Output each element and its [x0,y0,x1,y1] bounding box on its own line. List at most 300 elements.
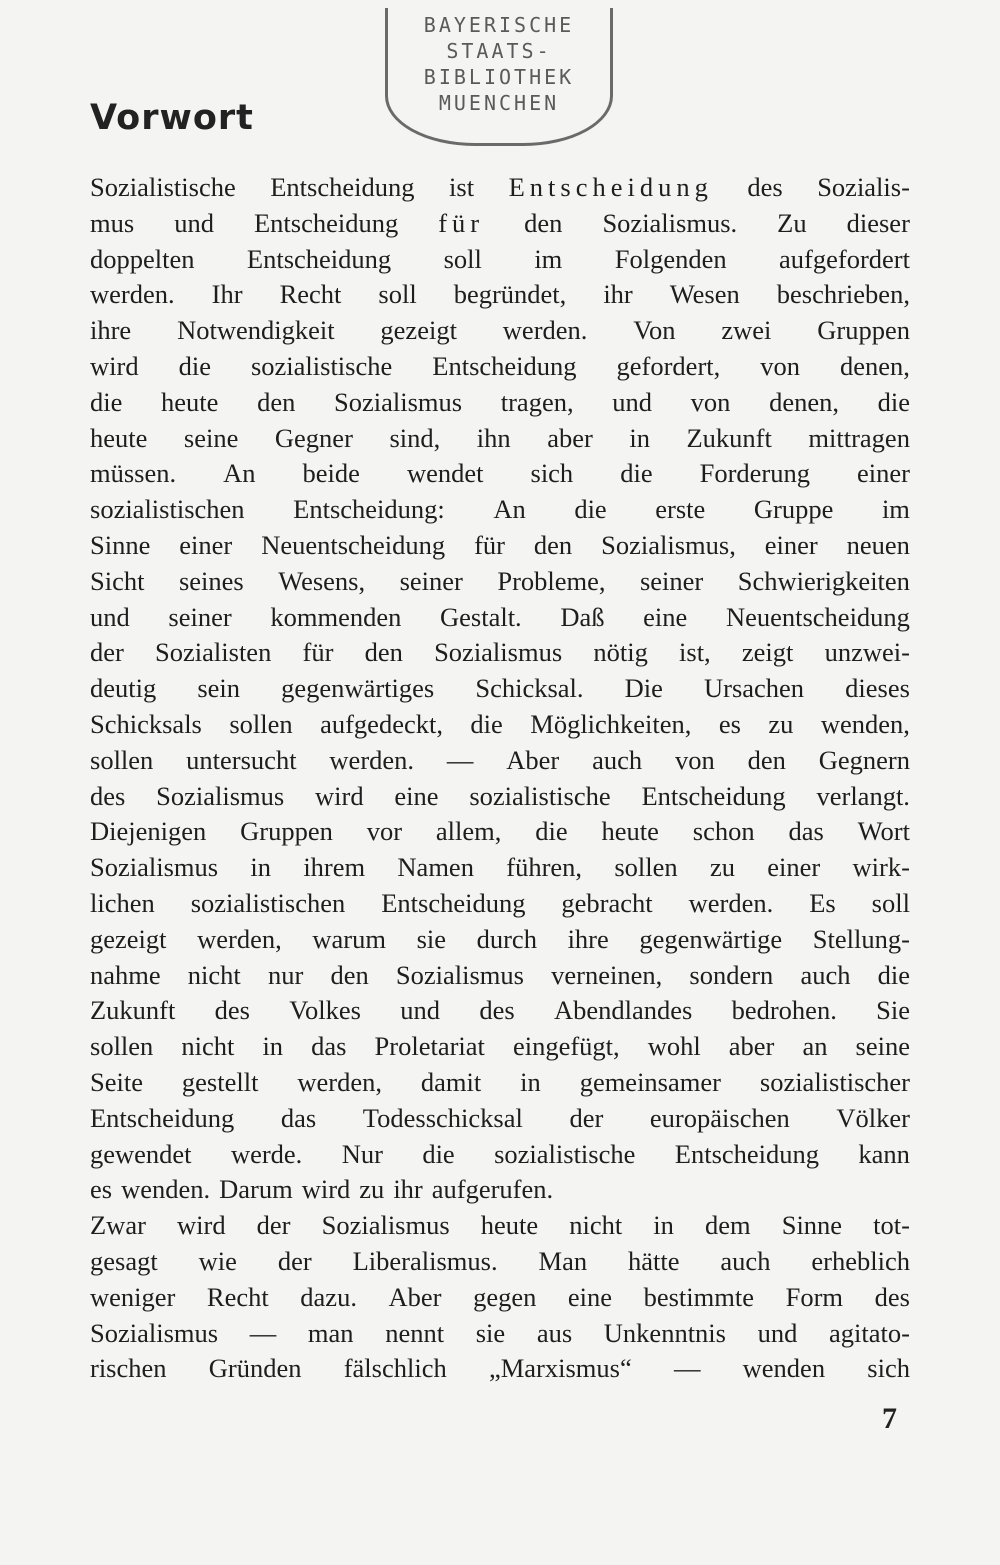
text-line [90,1065,910,1101]
word: wie [198,1245,237,1276]
word: ist [449,172,475,202]
word: Entscheidung [270,172,415,202]
word: ihre [567,923,609,954]
word: Sozialismus [334,386,463,417]
word: seine [183,422,239,453]
word: des [479,995,515,1026]
word: Wesens, [278,565,366,596]
word: Notwendigkeit [177,315,335,346]
word: Sozialis- [817,172,910,202]
word: soll [378,279,417,310]
word: dieses [845,673,910,704]
word: hätte [628,1245,680,1276]
word: Sinne [90,529,151,560]
word: man [307,1317,354,1348]
word: zu [359,1174,385,1205]
text-line [90,277,910,313]
word: auch [800,959,851,990]
word: und [174,207,214,238]
stamp-line: STAATS- [446,39,552,63]
word: ihn [476,422,511,453]
word: Sozialistische [90,172,236,202]
word: dieser [846,207,910,238]
word: verneinen, [551,959,663,990]
word: sollen [90,744,154,775]
word: aber [547,422,593,453]
word: Sozialismus [90,1317,219,1348]
word: der [569,1102,604,1133]
text-line [90,206,910,242]
word: wirk- [852,852,910,883]
word: tot- [873,1210,910,1241]
word: Sozialismus. [602,207,738,238]
word: tragen, [500,386,574,417]
section-heading: Vorwort [90,98,254,138]
word: wenden. [121,1174,211,1205]
word: aufgedeckt, [320,708,443,739]
word: sich [867,1353,910,1384]
word: wendet [406,458,484,489]
word: des [214,995,250,1026]
word: und [612,386,652,417]
word: werden, [297,1066,382,1097]
word: aufgerufen. [431,1174,554,1205]
word: werden. [688,887,774,918]
word: Gegner [274,422,353,453]
text-line [90,1280,910,1316]
word: es [718,708,741,739]
text-line [90,385,910,421]
text-line [90,850,910,886]
word: Todesschicksal [362,1102,523,1133]
text-line [90,1172,910,1208]
word: Von [633,315,676,346]
word: Ihr [211,279,243,310]
word: unzwei- [824,637,910,668]
word: das [311,1031,347,1062]
word: auch [592,744,643,775]
word: ist, [679,637,711,668]
word: Schicksals [90,708,202,739]
word: heute [480,1210,539,1241]
word: neuen [846,529,910,560]
word: Volkes [289,995,361,1026]
word: Möglichkeiten, [530,708,692,739]
word: in [653,1210,674,1241]
word: wenden [742,1353,826,1384]
text-line [90,170,910,206]
word: sein [197,673,241,704]
word: kommenden [270,601,402,632]
word: werden. [502,315,588,346]
word: müssen. [90,458,177,489]
word: Nur [341,1138,383,1169]
word: sozialistischen [190,887,346,918]
word: führen, [506,852,583,883]
stamp-line: BIBLIOTHEK [423,65,575,89]
word: Recht [279,279,342,310]
word: Sie [876,995,910,1026]
text-line [90,528,910,564]
word: in [629,422,650,453]
word: Sozialismus, [601,529,736,560]
library-stamp [385,8,613,146]
word: Forderung [699,458,810,489]
word: aus [536,1317,573,1348]
word: zu [709,852,735,883]
word: deutig [90,673,157,704]
word: Aber [388,1281,442,1312]
word: für [302,637,334,668]
word: beide [302,458,360,489]
word: lichen [90,887,155,918]
word: der [277,1245,312,1276]
word: nicht [187,959,241,990]
text-line [90,1316,910,1352]
word: — [673,1353,701,1384]
word: gewendet [90,1138,192,1169]
text-line [90,993,910,1029]
word: der [256,1210,291,1241]
word: im [881,494,910,525]
text-line [90,707,910,743]
word: eine [567,1281,613,1312]
word: gezeigt [90,923,167,954]
word: gezeigt [380,315,457,346]
word: die [620,458,653,489]
word: weniger [90,1281,176,1312]
word: ihr [393,1174,423,1205]
word: zu [768,708,794,739]
word: Probleme, [497,565,606,596]
word: Entscheidung [246,243,392,274]
word: beschrieben, [776,279,910,310]
word: nötig [593,637,648,668]
word: Wort [857,816,910,847]
word: in [520,1066,541,1097]
word: agitato- [829,1317,910,1348]
word: einer [179,529,233,560]
word: bestimmte [643,1281,755,1312]
word: seiner [639,565,704,596]
word: Abendlandes [553,995,693,1026]
word: die [535,816,568,847]
word: Unkenntnis [603,1317,726,1348]
word: denen, [769,386,839,417]
word: des [874,1281,910,1312]
word: seiner [399,565,463,596]
word: des [747,172,783,202]
word: — [446,744,474,775]
word: wohl [647,1031,701,1062]
word: seine [855,1031,910,1062]
word: der [90,637,124,668]
word: die [877,959,910,990]
word: den [364,637,403,668]
word: Sicht [90,565,145,596]
word: erste [655,494,706,525]
word: Entscheidung [641,780,786,811]
text-line [90,349,910,385]
word: sich [530,458,574,489]
word: Form [785,1281,844,1312]
word: Sozialismus [395,959,524,990]
word: mus [90,207,135,238]
word: wird [177,1210,226,1241]
word: gegenwärtige [639,923,783,954]
word: Gegnern [818,744,910,775]
text-line [90,1101,910,1137]
text-line [90,1208,910,1244]
word: gemeinsamer [579,1066,721,1097]
word: gesagt [90,1245,158,1276]
word: soll [443,243,482,274]
word: die [90,386,123,417]
word: nennt [385,1317,445,1348]
word: einer [764,529,818,560]
word: werde. [230,1138,303,1169]
word: an [802,1031,828,1062]
word: für [438,207,485,238]
word: heute [90,422,148,453]
text-line [90,564,910,600]
word: die [877,386,910,417]
word: Seite [90,1066,143,1097]
word: zwei [721,315,772,346]
word: Entscheidung [90,1102,235,1133]
word: Namen [397,852,474,883]
word: Neuentscheidung [261,529,446,560]
word: nicht [569,1210,623,1241]
word: zeigt [741,637,794,668]
word: ihrem [303,852,366,883]
word: schon [692,816,755,847]
word: An [493,494,526,525]
text-line [90,671,910,707]
word: heute [601,816,659,847]
word: rischen [90,1353,167,1384]
text-line [90,421,910,457]
word: durch [476,923,537,954]
word: Darum [219,1174,293,1205]
word: sozialistische [250,350,393,381]
word: Entscheidung [674,1138,820,1169]
word: erheblich [811,1245,910,1276]
text-line [90,743,910,779]
word: Gestalt. [440,601,522,632]
word: wird [315,780,364,811]
text-line [90,242,910,278]
text-line [90,313,910,349]
word: Entscheidung [253,207,399,238]
word: für [474,529,505,560]
word: den [524,207,563,238]
word: bedrohen. [731,995,837,1026]
word: gegenwärtiges [281,673,435,704]
word: Gründen [208,1353,302,1384]
word: Ursachen [704,673,805,704]
word: Folgenden [614,243,727,274]
word: und [757,1317,798,1348]
text-line [90,1351,910,1387]
word: sie [475,1317,506,1348]
word: die [574,494,607,525]
word: nahme [90,959,161,990]
word: von [690,386,731,417]
word: den [330,959,369,990]
word: sie [416,923,446,954]
word: europäischen [649,1102,790,1133]
word: gegen [473,1281,537,1312]
word: wenden, [820,708,910,739]
word: Sozialismus [90,852,219,883]
word: von [760,350,801,381]
text-line [90,1244,910,1280]
word: Es [809,887,836,918]
word: Gruppen [817,315,910,346]
word: den [533,529,573,560]
word: ihre [90,315,132,346]
word: Entscheidung [381,887,526,918]
word: dem [705,1210,751,1241]
word: heute [161,386,219,417]
word: auch [720,1245,771,1276]
word: gebracht [561,887,653,918]
word: die [178,350,211,381]
stamp-line: MUENCHEN [438,91,560,115]
word: Entscheidung: [293,494,445,525]
word: kann [858,1138,910,1169]
word: Proletariat [374,1031,485,1062]
word: eine [643,601,688,632]
word: ihr [603,279,633,310]
word: Aber [506,744,560,775]
word: Schicksal. [475,673,584,704]
word: es [90,1174,113,1205]
word: Entscheidung [432,350,577,381]
word: Stellung- [812,923,910,954]
page-number: 7 [882,1402,897,1435]
word: soll [871,887,910,918]
word: Sozialisten [155,637,272,668]
word: warum [312,923,386,954]
word: werden. [90,279,175,310]
word: von [675,744,715,775]
word: gestellt [181,1066,259,1097]
word: — [249,1317,277,1348]
word: Zwar [90,1210,146,1241]
word: fälschlich [343,1353,447,1384]
word: Gruppen [240,816,333,847]
word: An [223,458,256,489]
word: Recht [206,1281,269,1312]
text-line [90,456,910,492]
word: werden, [197,923,282,954]
word: Sozialismus [156,780,285,811]
word: Zukunft [686,422,772,453]
word: dazu. [300,1281,357,1312]
word: sondern [689,959,774,990]
word: sozialistischen [90,494,245,525]
word: den [257,386,296,417]
word: wird [90,350,139,381]
text-line [90,922,910,958]
word: nur [267,959,304,990]
word: Daß [560,601,605,632]
word: aber [728,1031,775,1062]
stamp-line: BAYERISCHE [423,13,575,37]
word: doppelten [90,243,195,274]
word: Zukunft [90,995,176,1026]
word: das [788,816,824,847]
word: seines [178,565,244,596]
word: Diejenigen [90,816,207,847]
body-text [90,170,910,1387]
word: Sozialismus [434,637,563,668]
word: wird [301,1174,351,1205]
text-line [90,635,910,671]
word: die [422,1138,455,1169]
word: Wesen [669,279,740,310]
word: Man [538,1245,588,1276]
word: und [90,601,130,632]
word: allem, [435,816,502,847]
word: sozialistische [469,780,611,811]
word: Schwierigkeiten [737,565,910,596]
word: damit [420,1066,482,1097]
text-line [90,779,910,815]
word: Sozialismus [321,1210,450,1241]
word: nicht [181,1031,235,1062]
text-line [90,886,910,922]
word: die [470,708,503,739]
word: Liberalismus. [352,1245,498,1276]
word: gefordert, [616,350,721,381]
word: in [250,852,272,883]
word: Neuentscheidung [725,601,910,632]
word: vor [366,816,403,847]
text-line [90,1029,910,1065]
word: das [280,1102,317,1133]
word: „Marxismus“ [488,1353,632,1384]
word: begründet, [453,279,567,310]
word: Entscheidung [508,172,713,202]
word: eine [394,780,439,811]
text-line [90,492,910,528]
word: sollen [90,1031,154,1062]
word: den [747,744,786,775]
text-line [90,958,910,994]
word: sind, [389,422,441,453]
word: denen, [840,350,910,381]
word: einer [767,852,821,883]
word: Zu [777,207,807,238]
word: mittragen [808,422,910,453]
word: einer [857,458,910,489]
word: verlangt. [816,780,910,811]
word: sollen [614,852,678,883]
word: seiner [168,601,232,632]
word: Völker [836,1102,910,1133]
text-line [90,1137,910,1173]
word: in [262,1031,284,1062]
word: Gruppe [753,494,834,525]
word: im [534,243,563,274]
word: des [90,780,126,811]
word: sollen [229,708,293,739]
word: Die [624,673,663,704]
word: und [400,995,441,1026]
